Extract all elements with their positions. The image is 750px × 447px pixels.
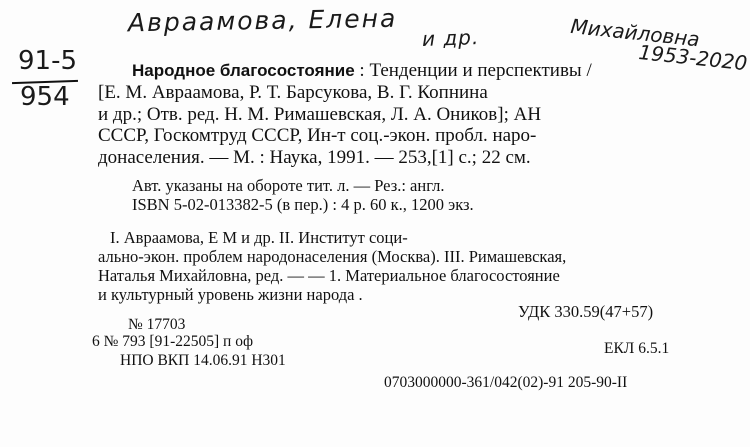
description-line: СССР, Госкомтруд СССР, Ин-т соц.-экон. пробл. наро- xyxy=(98,125,537,147)
tracing-line: ально-экон. проблем народонаселения (Москва). III. Римашевская, xyxy=(98,247,567,266)
card-number: № 17703 xyxy=(128,316,186,333)
shelf-mark-top: 91-5 xyxy=(18,46,78,76)
handwritten-author: Авраамова, Елена xyxy=(127,3,398,38)
tracing-line: и культурный уровень жизни народа . xyxy=(98,285,363,304)
tracing-line: I. Авраамова, Е М и др. II. Институт соци- xyxy=(110,228,408,247)
handwritten-author-continuation: и др. xyxy=(421,25,480,51)
isbn-line: ISBN 5-02-013382-5 (в пер.) : 4 р. 60 к., 1200 экз. xyxy=(132,195,474,214)
description-line: [Е. М. Авраамова, Р. Т. Барсукова, В. Г. Копнина xyxy=(98,81,488,103)
publisher-line: НПО ВКП 14.06.91 Н301 xyxy=(120,352,286,369)
description-line: Народное благосостояние : Тенденции и перспективы / xyxy=(132,60,592,81)
record-title: Народное благосостояние xyxy=(132,61,355,80)
classification-code: 0703000000-361/042(02)-91 205-90-II xyxy=(384,374,628,391)
note-line: Авт. указаны на обороте тит. л. — Рез.: англ. xyxy=(132,176,445,195)
tracing-line: Наталья Михайловна, ред. — — 1. Материальное благосостояние xyxy=(98,266,560,285)
tracings-block xyxy=(98,228,566,304)
description-line: донаселения. — М. : Наука, 1991. — 253,[1] с.; 22 см. xyxy=(98,147,531,169)
handwritten-patronymic: Михайловна xyxy=(569,14,701,52)
ekl-index: ЕКЛ 6.5.1 xyxy=(604,340,670,357)
handwritten-years: 1953-2020 xyxy=(637,40,749,76)
order-line: 6 № 793 [91-22505] п оф xyxy=(92,333,253,350)
notes-block xyxy=(132,176,474,214)
bibliographic-description xyxy=(98,60,698,169)
udk-index: УДК 330.59(47+57) xyxy=(518,302,654,321)
description-line: и др.; Отв. ред. Н. М. Римашевская, Л. А. Оников]; АН xyxy=(98,103,542,125)
shelf-mark-bottom: 954 xyxy=(20,82,70,112)
